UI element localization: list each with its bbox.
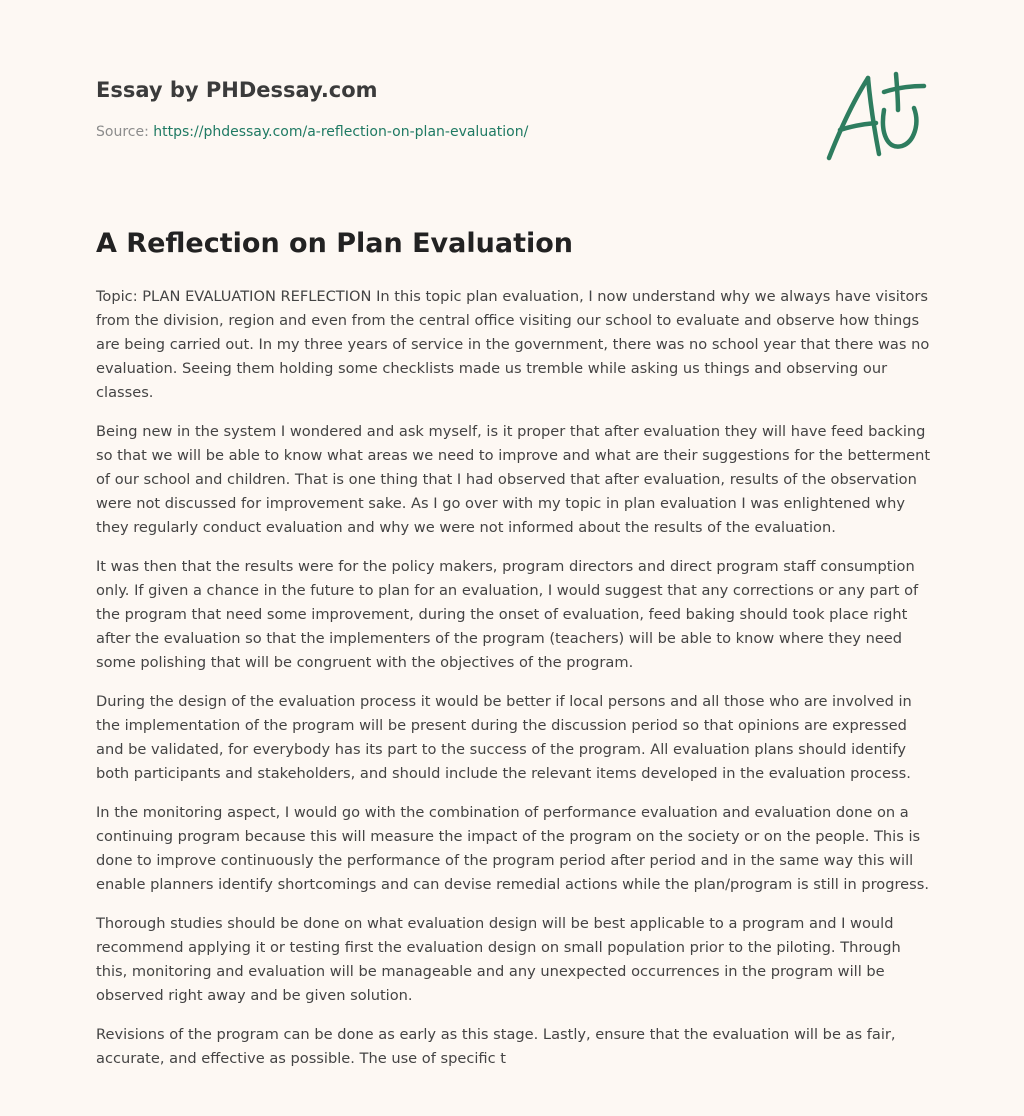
essay-body	[96, 285, 936, 1086]
essay-title: A Reflection on Plan Evaluation	[96, 228, 574, 259]
page-header	[96, 76, 928, 142]
essay-paragraph: Topic: PLAN EVALUATION REFLECTION In this topic plan evaluation, I now understand why we always have visitors from the division, region and even from the central office visiting our school to evaluate and observe how things are being carried out. In my three years of service in the government, there was no school year that there was no evaluation. Seeing them holding some checklists made us tremble while asking us things and observing our classes.	[96, 288, 930, 401]
essay-paragraph: In the monitoring aspect, I would go with the combination of performance evaluation and evaluation done on a continuing program because this will measure the impact of the program on the society or on the people. This is done to improve continuously the performance of the program period after period and in the same way this will enable planners identify shortcomings and can devise remedial actions while the plan/program is still in progress.	[96, 804, 929, 893]
essay-paragraph: Thorough studies should be done on what evaluation design will be best applicable to a program and I would recommend applying it or testing first the evaluation design on small population prior to the piloting. Through this, monitoring and evaluation will be manageable and any unexpected occurrences in the program will be observed right away and be given solution.	[96, 915, 901, 1004]
source-line	[96, 122, 928, 142]
source-label: Source:	[96, 124, 149, 140]
a-plus-logo-icon	[822, 68, 928, 166]
site-brand: Essay by PHDessay.com	[96, 78, 378, 102]
essay-paragraph: It was then that the results were for the policy makers, program directors and direct program staff consumption only. If given a chance in the future to plan for an evaluation, I would suggest that any corrections or any part of the program that need some improvement, during the onset of evaluation, feed baking should took place right after the evaluation so that the implementers of the program (teachers) will be able to know where they need some polishing that will be congruent with the objectives of the program.	[96, 558, 919, 671]
essay-paragraph: Being new in the system I wondered and ask myself, is it proper that after evaluation they will have feed backing so that we will be able to know what areas we need to improve and what are their suggestions for the betterment of our school and children. That is one thing that I had observed that after evaluation, results of the observation were not discussed for improvement sake. As I go over with my topic in plan evaluation I was enlightened why they regularly conduct evaluation and why we were not informed about the results of the evaluation.	[96, 423, 931, 536]
source-link[interactable]: https://phdessay.com/a-reflection-on-plan-evaluation/	[153, 124, 529, 140]
essay-paragraph: Revisions of the program can be done as early as this stage. Lastly, ensure that the evaluation will be as fair, accurate, and effective as possible. The use of specific t	[96, 1026, 896, 1067]
essay-paragraph: During the design of the evaluation process it would be better if local persons and all those who are involved in the implementation of the program will be present during the discussion period so that opinions are expressed and be validated, for everybody has its part to the success of the program. All evaluation plans should identify both participants and stakeholders, and should include the relevant items developed in the evaluation process.	[96, 693, 912, 782]
